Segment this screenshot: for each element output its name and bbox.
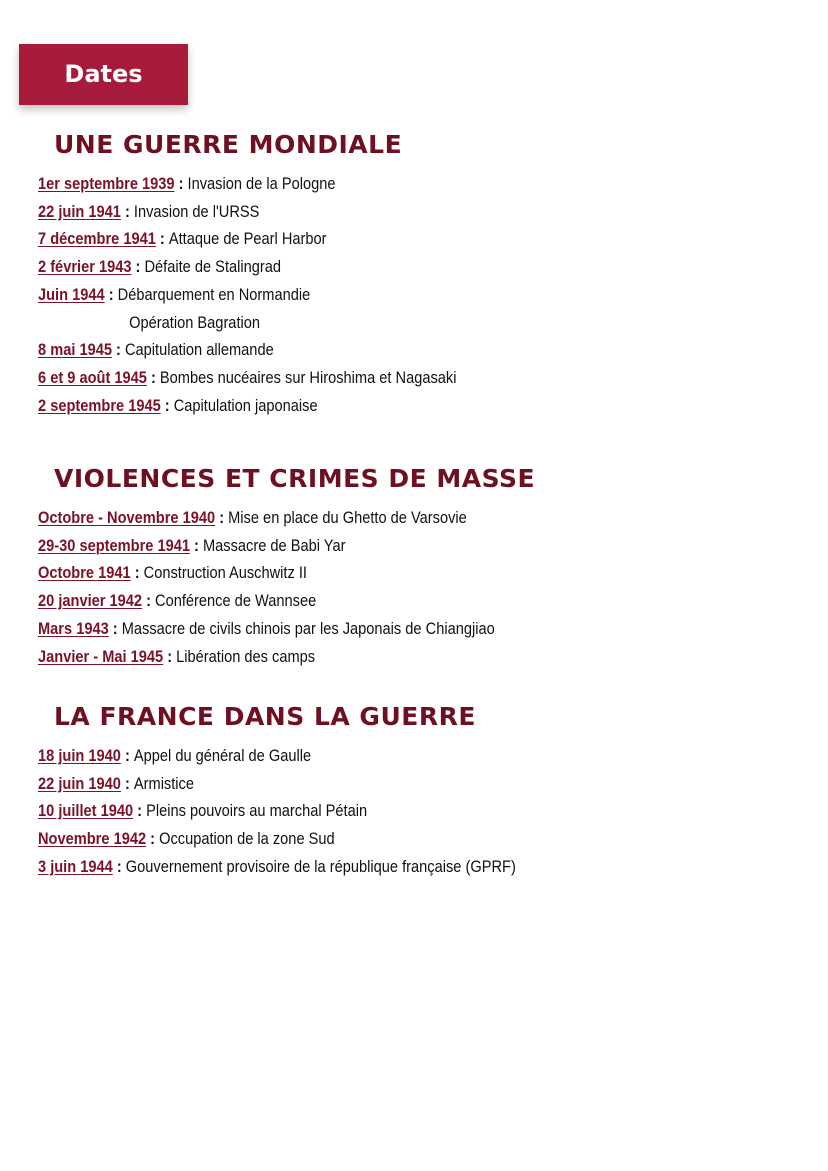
timeline-entry: 6 et 9 août 1945 : Bombes nucéaires sur Hiroshima et Nagasaki bbox=[38, 367, 457, 387]
entry-text: Appel du général de Gaulle bbox=[133, 746, 312, 765]
section-world-war bbox=[38, 130, 798, 419]
timeline-entry: Octobre - Novembre 1940 : Mise en place du Ghetto de Varsovie bbox=[38, 508, 467, 527]
entry-date: Janvier - Mai 1945 bbox=[38, 646, 164, 666]
entry-date: 22 juin 1940 bbox=[38, 773, 121, 793]
timeline-entry: Janvier - Mai 1945 : Libération des camps bbox=[38, 646, 316, 666]
entry-text: Occupation de la zone Sud bbox=[159, 829, 335, 849]
section-title: LA FRANCE DANS LA GUERRE bbox=[54, 702, 476, 731]
entry-text: Invasion de la Pologne bbox=[187, 174, 336, 193]
entry-text: Conférence de Wannsee bbox=[155, 591, 317, 611]
timeline-entry: Juin 1944 : Débarquement en Normandie bbox=[38, 284, 311, 304]
timeline-entry: 20 janvier 1942 : Conférence de Wannsee bbox=[38, 591, 317, 611]
entry-date: 6 et 9 août 1945 bbox=[38, 367, 147, 387]
timeline-entry: 10 juillet 1940 : Pleins pouvoirs au marchal Pétain bbox=[38, 801, 368, 821]
entry-date: 18 juin 1940 bbox=[38, 746, 121, 765]
entry-date: Juin 1944 bbox=[38, 284, 105, 304]
entry-date: Octobre - Novembre 1940 bbox=[38, 508, 216, 527]
dates-banner: Dates bbox=[19, 44, 188, 105]
section-mass-crimes bbox=[38, 464, 798, 670]
timeline-entry: 3 juin 1944 : Gouvernement provisoire de la république française (GPRF) bbox=[38, 856, 516, 876]
timeline-entry: 2 février 1943 : Défaite de Stalingrad bbox=[38, 257, 282, 277]
timeline-entry-continuation: Opération Bagration bbox=[129, 312, 261, 332]
entry-date: 1er septembre 1939 bbox=[38, 174, 175, 193]
entry-date: 8 mai 1945 bbox=[38, 340, 112, 360]
entry-text: Pleins pouvoirs au marchal Pétain bbox=[146, 801, 368, 821]
entry-text: Invasion de l'URSS bbox=[133, 201, 260, 221]
timeline-entry: Octobre 1941 : Construction Auschwitz II bbox=[38, 563, 307, 583]
entry-text: Capitulation japonaise bbox=[173, 395, 318, 415]
section-france bbox=[38, 702, 798, 881]
timeline-entry: 1er septembre 1939 : Invasion de la Pologne bbox=[38, 174, 336, 193]
timeline-entry: 8 mai 1945 : Capitulation allemande bbox=[38, 340, 274, 360]
entry-text: Attaque de Pearl Harbor bbox=[168, 229, 327, 249]
entry-text: Gouvernement provisoire de la république française (GPRF) bbox=[125, 856, 516, 876]
timeline-entry: Novembre 1942 : Occupation de la zone Sud bbox=[38, 829, 335, 849]
entry-date: 29-30 septembre 1941 bbox=[38, 535, 190, 555]
entry-date: 7 décembre 1941 bbox=[38, 229, 156, 249]
entry-text: Massacre de civils chinois par les Japonais de Chiangjiao bbox=[121, 618, 495, 638]
entry-text: Libération des camps bbox=[176, 646, 316, 666]
entry-date: 10 juillet 1940 bbox=[38, 801, 134, 821]
entry-text: Armistice bbox=[133, 773, 195, 793]
section-title: VIOLENCES ET CRIMES DE MASSE bbox=[54, 464, 536, 493]
entry-date: 20 janvier 1942 bbox=[38, 591, 143, 611]
entry-text: Bombes nucéaires sur Hiroshima et Nagasaki bbox=[159, 367, 457, 387]
entry-date: Mars 1943 bbox=[38, 618, 109, 638]
entry-text: Construction Auschwitz II bbox=[143, 563, 307, 583]
timeline-entry: 22 juin 1941 : Invasion de l'URSS bbox=[38, 201, 260, 221]
entry-text: Capitulation allemande bbox=[124, 340, 274, 360]
entry-text: Défaite de Stalingrad bbox=[144, 257, 282, 277]
entry-text: Massacre de Babi Yar bbox=[202, 535, 346, 555]
timeline-entry: 29-30 septembre 1941 : Massacre de Babi Yar bbox=[38, 535, 346, 555]
entry-date: 3 juin 1944 bbox=[38, 856, 113, 876]
entry-date: 2 février 1943 bbox=[38, 257, 132, 277]
timeline-entry: 2 septembre 1945 : Capitulation japonaise bbox=[38, 395, 318, 415]
section-title: UNE GUERRE MONDIALE bbox=[54, 130, 403, 159]
timeline-entry: Mars 1943 : Massacre de civils chinois par les Japonais de Chiangjiao bbox=[38, 618, 495, 638]
timeline-entry: 7 décembre 1941 : Attaque de Pearl Harbor bbox=[38, 229, 327, 249]
timeline-entry: 18 juin 1940 : Appel du général de Gaulle bbox=[38, 746, 312, 765]
timeline-entry: 22 juin 1940 : Armistice bbox=[38, 773, 195, 793]
entry-date: Novembre 1942 bbox=[38, 829, 147, 849]
entry-text: Mise en place du Ghetto de Varsovie bbox=[228, 508, 467, 527]
entry-date: 2 septembre 1945 bbox=[38, 395, 161, 415]
entry-text: Débarquement en Normandie bbox=[117, 284, 311, 304]
entry-date: Octobre 1941 bbox=[38, 563, 131, 583]
entry-date: 22 juin 1941 bbox=[38, 201, 121, 221]
